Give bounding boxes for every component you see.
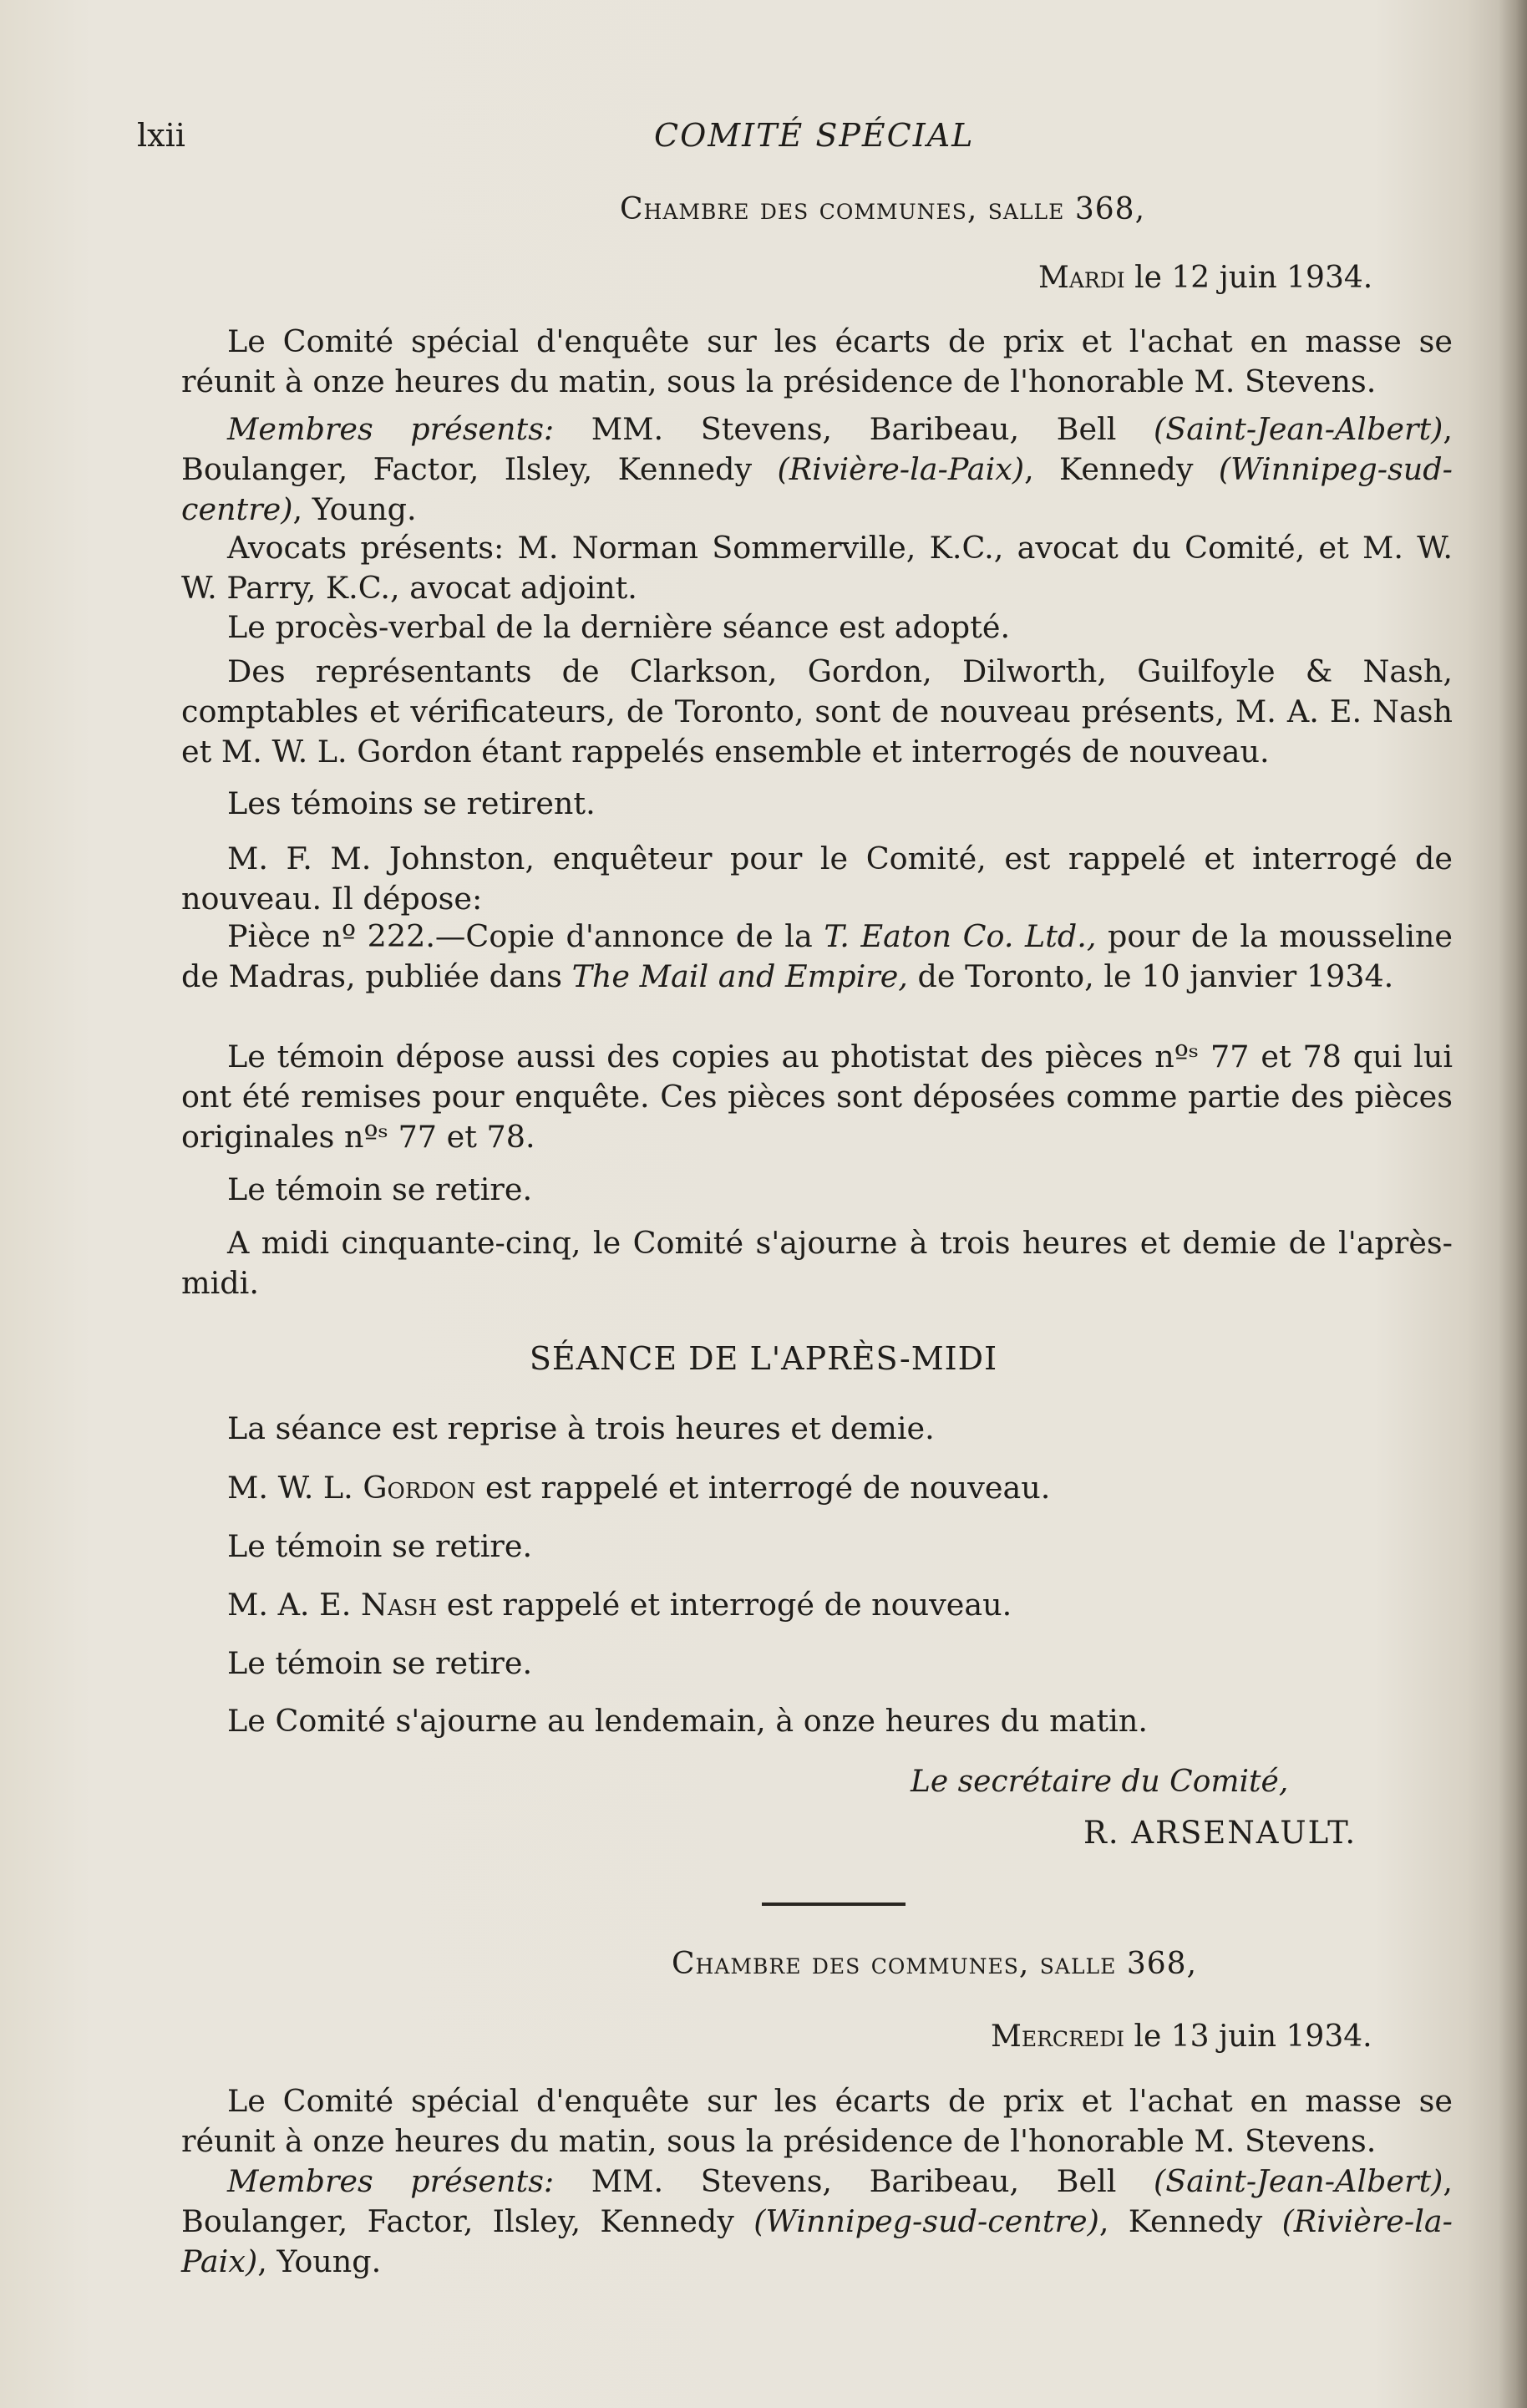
- gordon-name: Gordon: [363, 1470, 476, 1506]
- lendemain-line: Le Comité s'ajourne au lendemain, à onze heures du matin.: [227, 1703, 1148, 1739]
- members-riding-2b: (Winnipeg-sud-centre): [753, 2203, 1099, 2239]
- meeting-date-2: [991, 2019, 1372, 2054]
- members-riding-1c: (Winnipeg-sud-centre): [181, 451, 1453, 527]
- temoin-retire-line-3: Le témoin se retire.: [227, 1645, 533, 1681]
- gordon-suffix: est rappelé et interrogé de nouveau.: [475, 1470, 1051, 1506]
- members-label-1: Membres présents:: [227, 411, 555, 447]
- nash-suffix: est rappelé et interrogé de nouveau.: [437, 1587, 1012, 1623]
- members-riding-1a: (Saint-Jean-Albert): [1154, 411, 1443, 447]
- piece-text-a: Pièce nº 222.—Copie d'annonce de la: [227, 918, 824, 954]
- members-text-2c: , Kennedy: [1098, 2203, 1282, 2239]
- meeting-date-2-day: Mercredi: [991, 2019, 1125, 2054]
- running-title: COMITÉ SPÉCIAL: [654, 117, 975, 154]
- temoin-retire-line-2: Le témoin se retire.: [227, 1528, 533, 1564]
- nash-prefix: M. A. E.: [227, 1587, 361, 1623]
- secretary-name: R. ARSENAULT.: [1083, 1815, 1357, 1851]
- piece-222-paragraph: [181, 917, 1453, 997]
- members-label-2: Membres présents:: [227, 2163, 555, 2199]
- afternoon-heading: SÉANCE DE L'APRÈS-MIDI: [529, 1340, 998, 1377]
- meeting-date-1: [1038, 261, 1372, 295]
- johnston-paragraph: M. F. M. Johnston, enquêteur pour le Comité, est rappelé et interrogé de nouveau. Il dépose:: [181, 841, 1453, 917]
- representants-paragraph: Des représentants de Clarkson, Gordon, Dilworth, Guilfoyle & Nash, comptables et vérificateurs, de Toronto, sont de nouveau présents, M. A. E. Nash et M. W. L. Gordon étant rappelés ensemble et interrogés de nouveau.: [181, 653, 1453, 770]
- meeting-location-2: Chambre des communes, salle 368,: [672, 1947, 1198, 1981]
- nash-line: [227, 1585, 1012, 1625]
- nash-name: Nash: [361, 1587, 438, 1623]
- piece-text-b: pour de la mousseline de Madras, publiée dans: [181, 918, 1453, 994]
- temoins-retirent-line: Les témoins se retirent.: [227, 785, 596, 821]
- meeting-date-1-rest: le 12 juin 1934.: [1134, 261, 1373, 295]
- members-riding-1b: (Rivière-la-Paix): [777, 451, 1025, 487]
- gordon-line: [227, 1468, 1050, 1508]
- secretary-title: Le secrétaire du Comité,: [911, 1765, 1289, 1799]
- meeting-date-1-day: Mardi: [1038, 261, 1125, 295]
- ajourne-paragraph: A midi cinquante-cinq, le Comité s'ajourne à trois heures et demie de l'après-midi.: [181, 1225, 1453, 1301]
- members-text-1a: MM. Stevens, Baribeau, Bell: [554, 411, 1154, 447]
- piece-company: T. Eaton Co. Ltd.,: [824, 918, 1097, 954]
- members-text-2a: MM. Stevens, Baribeau, Bell: [554, 2163, 1154, 2199]
- members-text-2b: , Boulanger, Factor, Ilsley, Kennedy: [181, 2163, 1453, 2239]
- piece-newspaper: The Mail and Empire,: [571, 958, 908, 994]
- piece-text-c: de Toronto, le 10 janvier 1934.: [907, 958, 1394, 994]
- members-present-2: [181, 2162, 1453, 2282]
- members-riding-2c: (Rivière-la-Paix): [181, 2203, 1453, 2279]
- members-text-1b: , Boulanger, Factor, Ilsley, Kennedy: [181, 411, 1453, 487]
- page-number: lxii: [137, 117, 185, 154]
- opening-paragraph-1: Le Comité spécial d'enquête sur les écarts de prix et l'achat en masse se réunit à onze heures du matin, sous la présidence de l'honorable M. Stevens.: [181, 323, 1453, 399]
- temoin-retire-line-1: Le témoin se retire.: [227, 1171, 533, 1207]
- members-text-1c: , Kennedy: [1024, 451, 1219, 487]
- members-riding-2a: (Saint-Jean-Albert): [1154, 2163, 1443, 2199]
- copies-paragraph: Le témoin dépose aussi des copies au photistat des pièces nºˢ 77 et 78 qui lui ont été remises pour enquête. Ces pièces sont déposées comme partie des pièces originales nºˢ 77 et 78.: [181, 1039, 1453, 1155]
- proces-verbal-paragraph: Le procès-verbal de la dernière séance est adopté.: [227, 609, 1011, 645]
- section-divider: [762, 1903, 906, 1906]
- members-text-1d: , Young.: [292, 491, 417, 527]
- avocats-paragraph: Avocats présents: M. Norman Sommerville, K.C., avocat du Comité, et M. W. W. Parry, K.C., avocat adjoint.: [181, 530, 1453, 606]
- seance-reprise-line: La séance est reprise à trois heures et demie.: [227, 1410, 935, 1446]
- meeting-location-1: Chambre des communes, salle 368,: [620, 192, 1146, 226]
- members-text-2d: , Young.: [257, 2243, 382, 2279]
- gordon-prefix: M. W. L.: [227, 1470, 363, 1506]
- opening-paragraph-2: Le Comité spécial d'enquête sur les écarts de prix et l'achat en masse se réunit à onze heures du matin, sous la présidence de l'honorable M. Stevens.: [181, 2083, 1453, 2159]
- members-present-1: [181, 409, 1453, 530]
- meeting-date-2-rest: le 13 juin 1934.: [1134, 2019, 1372, 2054]
